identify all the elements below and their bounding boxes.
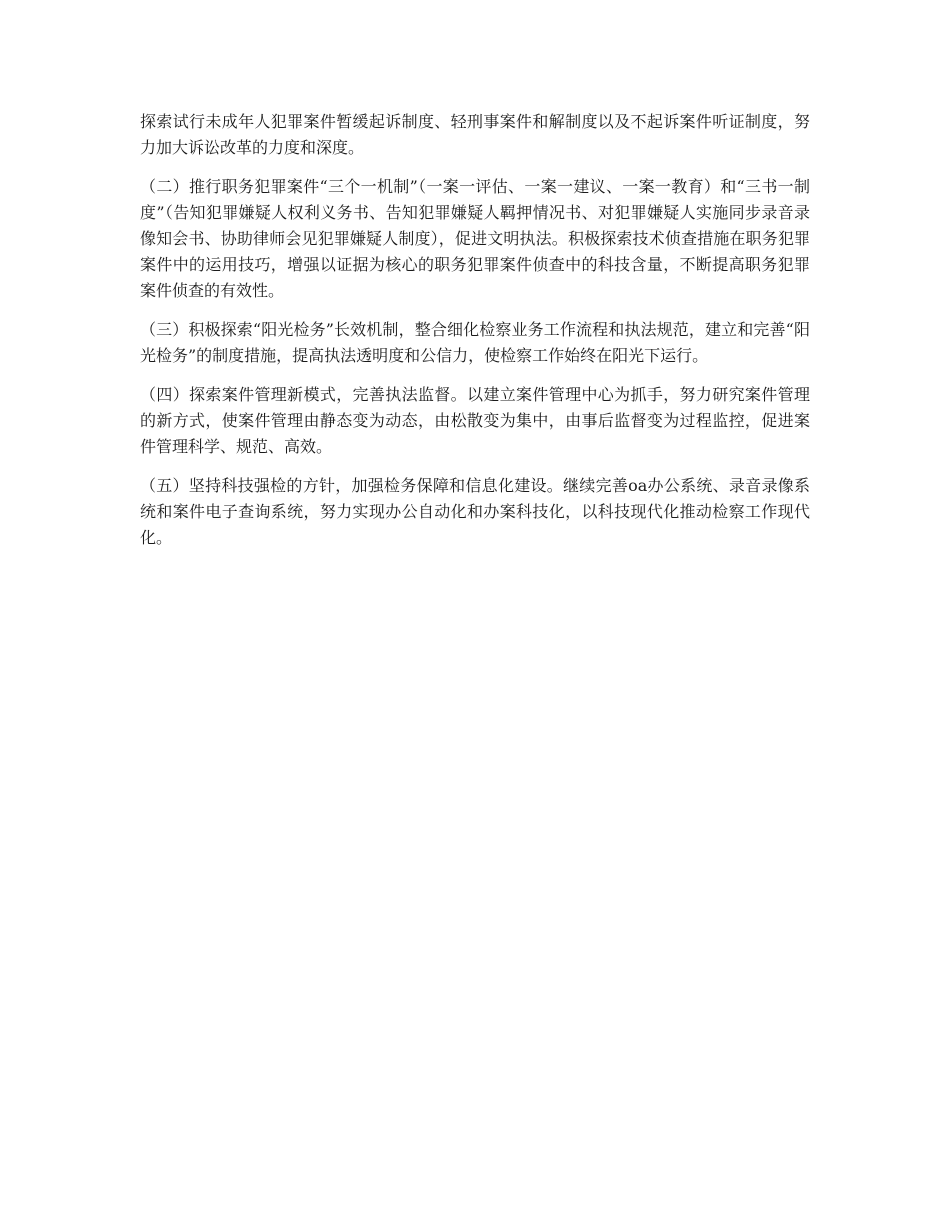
paragraph-3: （三）积极探索“阳光检务”长效机制，整合细化检察业务工作流程和执法规范，建立和完善“阳光检务”的制度措施，提高执法透明度和公信力，使检察工作始终在阳光下运行。 — [140, 320, 810, 365]
paragraph-5: （五）坚持科技强检的方针，加强检务保障和信息化建设。继续完善oa办公系统、录音录像系统和案件电子查询系统，努力实现办公自动化和办案科技化，以科技现代化推动检察工作现代化。 — [140, 476, 810, 547]
document-body — [140, 109, 810, 564]
paragraph-1: 探索试行未成年人犯罪案件暂缓起诉制度、轻刑事案件和解制度以及不起诉案件听证制度，努力加大诉讼改革的力度和深度。 — [140, 112, 810, 157]
paragraph-4: （四）探索案件管理新模式，完善执法监督。以建立案件管理中心为抓手，努力研究案件管理的新方式，使案件管理由静态变为动态，由松散变为集中，由事后监督变为过程监控，促进案件管理科学、规范、高效。 — [140, 385, 810, 456]
paragraph-2: （二）推行职务犯罪案件“三个一机制”（一案一评估、一案一建议、一案一教育）和“三书一制度”（告知犯罪嫌疑人权利义务书、告知犯罪嫌疑人羁押情况书、对犯罪嫌疑人实施同步录音录像知会书、协助律师会见犯罪嫌疑人制度），促进文明执法。积极探索技术侦查措施在职务犯罪案件中的运用技巧，增强以证据为核心的职务犯罪案件侦查中的科技含量，不断提高职务犯罪案件侦查的有效性。 — [140, 177, 810, 300]
